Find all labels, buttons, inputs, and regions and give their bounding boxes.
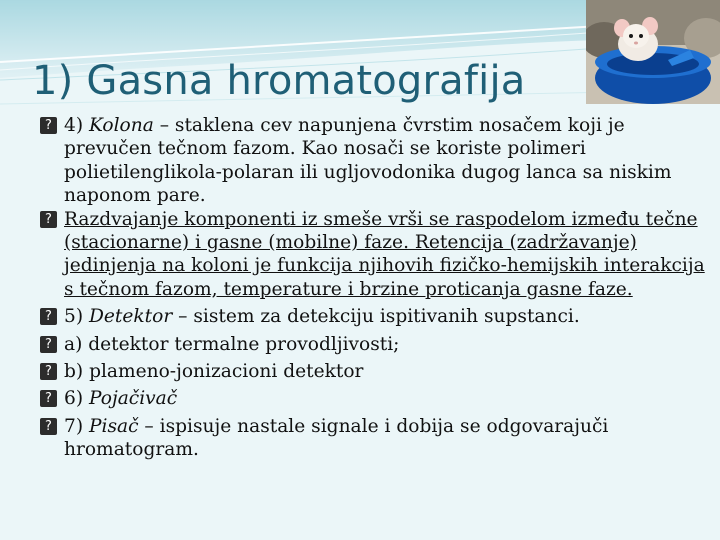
item-number: 5): [64, 306, 89, 328]
item-text: a) detektor termalne provodljivosti;: [64, 333, 400, 355]
list-item-detektor-a: [40, 333, 710, 356]
item-term: Detektor: [89, 306, 173, 328]
list-item-kolona: [40, 114, 710, 208]
item-term: Pisač: [89, 415, 139, 437]
item-text: – sistem za detekciju ispitivanih supstanci.: [172, 306, 580, 328]
item-term: Kolona: [89, 115, 154, 136]
bullet-marker-icon: ?: [40, 418, 57, 435]
bullet-marker-icon: ?: [40, 390, 57, 407]
bullet-marker-icon: ?: [40, 308, 57, 325]
item-text-underlined: Razdvajanje komponenti iz smeše vrši se raspodelom između tečne (stacionarne) i gasne (mobilne) faze. Retencija (zadržavanje) jedinjenja na koloni je funkcija njihovih fizičko-hemijskih interakcija s tečnom fazom, temperature i brzine proticanja gasne faze.: [64, 208, 705, 300]
slide-content: [40, 114, 710, 462]
mouse-in-bowl-photo: [586, 0, 720, 104]
bullet-marker-icon: ?: [40, 363, 57, 380]
item-text: b) plameno-jonizacioni detektor: [64, 361, 364, 383]
item-text: – staklena cev napunjena čvrstim nosačem koji je prevučen tečnom fazom. Kao nosači se koriste polimeri polietilenglikola-polaran ili ugljovodonika dugog lanca sa niskim naponom pare.: [64, 115, 672, 207]
item-text: – ispisuje nastale signale i dobija se odgovarajuči hromatogram.: [64, 415, 609, 461]
item-number: 4): [64, 115, 89, 136]
bullet-marker-icon: ?: [40, 336, 57, 353]
item-number: 7): [64, 415, 89, 437]
bullet-marker-icon: ?: [40, 211, 57, 228]
slide-title: 1) Gasna hromatografija: [32, 58, 526, 104]
list-item-razdvajanje: [40, 208, 710, 302]
bullet-marker-icon: ?: [40, 117, 57, 134]
list-item-detektor-b: [40, 360, 710, 383]
item-number: 6): [64, 388, 89, 410]
list-item-pisac: [40, 415, 710, 462]
list-item-pojacivac: [40, 387, 710, 410]
item-term: Pojačivač: [89, 388, 178, 410]
list-item-detektor: [40, 305, 710, 328]
